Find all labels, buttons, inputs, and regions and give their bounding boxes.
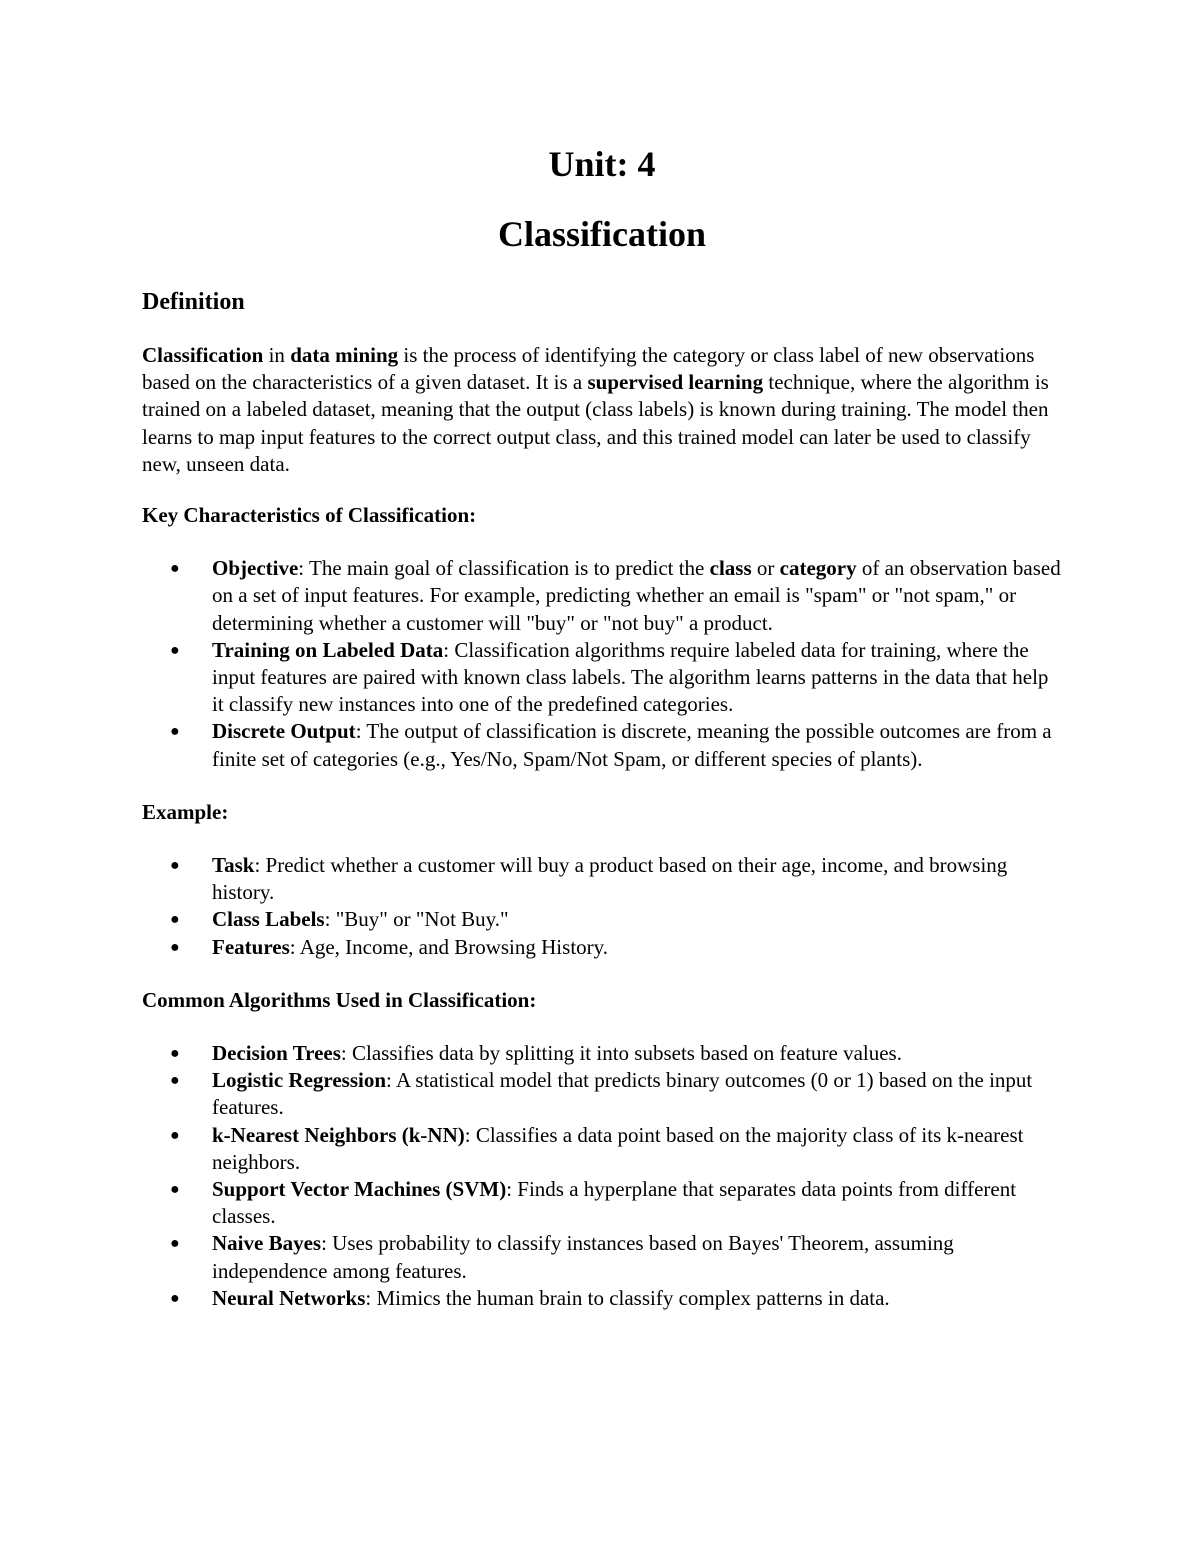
bold-term: Classification <box>142 343 264 367</box>
bullet-icon: ● <box>170 723 180 741</box>
definition-heading: Definition <box>142 289 245 315</box>
bullet-icon: ● <box>170 857 180 875</box>
bullet-icon: ● <box>170 1126 180 1144</box>
bullet-icon: ● <box>170 1072 180 1090</box>
key-characteristics-heading: Key Characteristics of Classification: <box>142 503 477 528</box>
bullet-icon: ● <box>170 911 180 929</box>
paragraph-text: technique, where the algorithm is trained on a labeled dataset, meaning that the output (class labels) is known during training. The model then learns to map input features to the correct output class, and this trained model can later be used to classify new, unseen data. <box>142 370 1049 476</box>
item-text: : Finds a hyperplane that separates data points from different classes. <box>212 1177 1017 1229</box>
bold-term: supervised learning <box>587 370 764 395</box>
key-characteristics-list <box>142 555 1062 773</box>
list-item <box>142 1122 1062 1176</box>
list-item <box>142 906 1062 933</box>
item-term: Objective <box>212 556 299 581</box>
item-term: k-Nearest Neighbors (k-NN) <box>212 1122 465 1147</box>
list-item <box>142 1230 1062 1284</box>
item-text: of an observation based on a set of input features. For example, predicting whether an email is "spam" or "not spam," or determining whether a customer will "buy" or "not buy" a product. <box>212 556 1061 635</box>
item-text: : Predict whether a customer will buy a product based on their age, income, and browsing history. <box>212 853 1008 905</box>
list-item <box>142 1176 1062 1230</box>
bullet-icon: ● <box>170 938 180 956</box>
item-term: Discrete Output <box>212 719 356 744</box>
document-page <box>142 140 1062 1338</box>
item-term: Training on Labeled Data <box>212 637 444 662</box>
unit-title: Unit: 4 <box>548 144 656 184</box>
algorithms-list <box>142 1040 1062 1312</box>
item-text: : Mimics the human brain to classify complex patterns in data. <box>365 1285 890 1310</box>
item-text: : "Buy" or "Not Buy." <box>324 907 509 932</box>
paragraph-text: in <box>263 343 291 367</box>
bold-term: class <box>709 556 752 581</box>
algorithms-heading: Common Algorithms Used in Classification: <box>142 987 537 1012</box>
item-term: Naive Bayes <box>212 1231 322 1256</box>
item-text: : The main goal of classification is to predict the <box>298 556 710 581</box>
paragraph-text: is the process of identifying the category or class label of new observations based on the characteristics of a given dataset. It is a <box>142 343 1035 395</box>
bullet-icon: ● <box>170 641 180 659</box>
list-item <box>142 718 1062 772</box>
list-item <box>142 934 1062 961</box>
item-text: : Age, Income, and Browsing History. <box>289 934 609 959</box>
item-text: : Classification algorithms require labeled data for training, where the input features are paired with known class labels. The algorithm learns patterns in the data that help it classify new instances into one of the predefined categories. <box>212 637 1049 717</box>
item-term: Task <box>212 853 255 878</box>
example-list <box>142 852 1062 961</box>
bullet-icon: ● <box>170 1235 180 1253</box>
bullet-icon: ● <box>170 1045 180 1063</box>
item-term: Decision Trees <box>212 1041 341 1066</box>
list-item <box>142 1067 1062 1121</box>
bullet-icon: ● <box>170 1289 180 1307</box>
item-text: : Uses probability to classify instances based on Bayes' Theorem, assuming independence among features. <box>212 1231 954 1283</box>
bold-term: category <box>779 556 857 581</box>
item-text: : A statistical model that predicts binary outcomes (0 or 1) based on the input features. <box>212 1068 1033 1120</box>
item-term: Neural Networks <box>212 1285 366 1310</box>
item-term: Features <box>212 934 290 959</box>
bullet-icon: ● <box>170 1181 180 1199</box>
list-item <box>142 1040 1062 1067</box>
item-text: or <box>751 556 780 581</box>
bold-term: data mining <box>290 343 399 367</box>
list-item <box>142 555 1062 637</box>
item-term: Class Labels <box>212 907 325 932</box>
list-item <box>142 1285 1062 1312</box>
example-heading: Example: <box>142 799 229 824</box>
definition-paragraph <box>142 342 1062 478</box>
item-term: Logistic Regression <box>212 1068 387 1093</box>
list-item <box>142 637 1062 719</box>
list-item <box>142 852 1062 906</box>
page-title: Classification <box>497 214 706 254</box>
item-term: Support Vector Machines (SVM) <box>212 1177 507 1202</box>
item-text: : The output of classification is discrete, meaning the possible outcomes are from a finite set of categories (e.g., Yes/No, Spam/Not Spam, or different species of plants). <box>212 719 1052 771</box>
item-text: : Classifies data by splitting it into subsets based on feature values. <box>340 1041 902 1066</box>
bullet-icon: ● <box>170 560 180 578</box>
item-text: : Classifies a data point based on the majority class of its k-nearest neighbors. <box>212 1122 1024 1174</box>
